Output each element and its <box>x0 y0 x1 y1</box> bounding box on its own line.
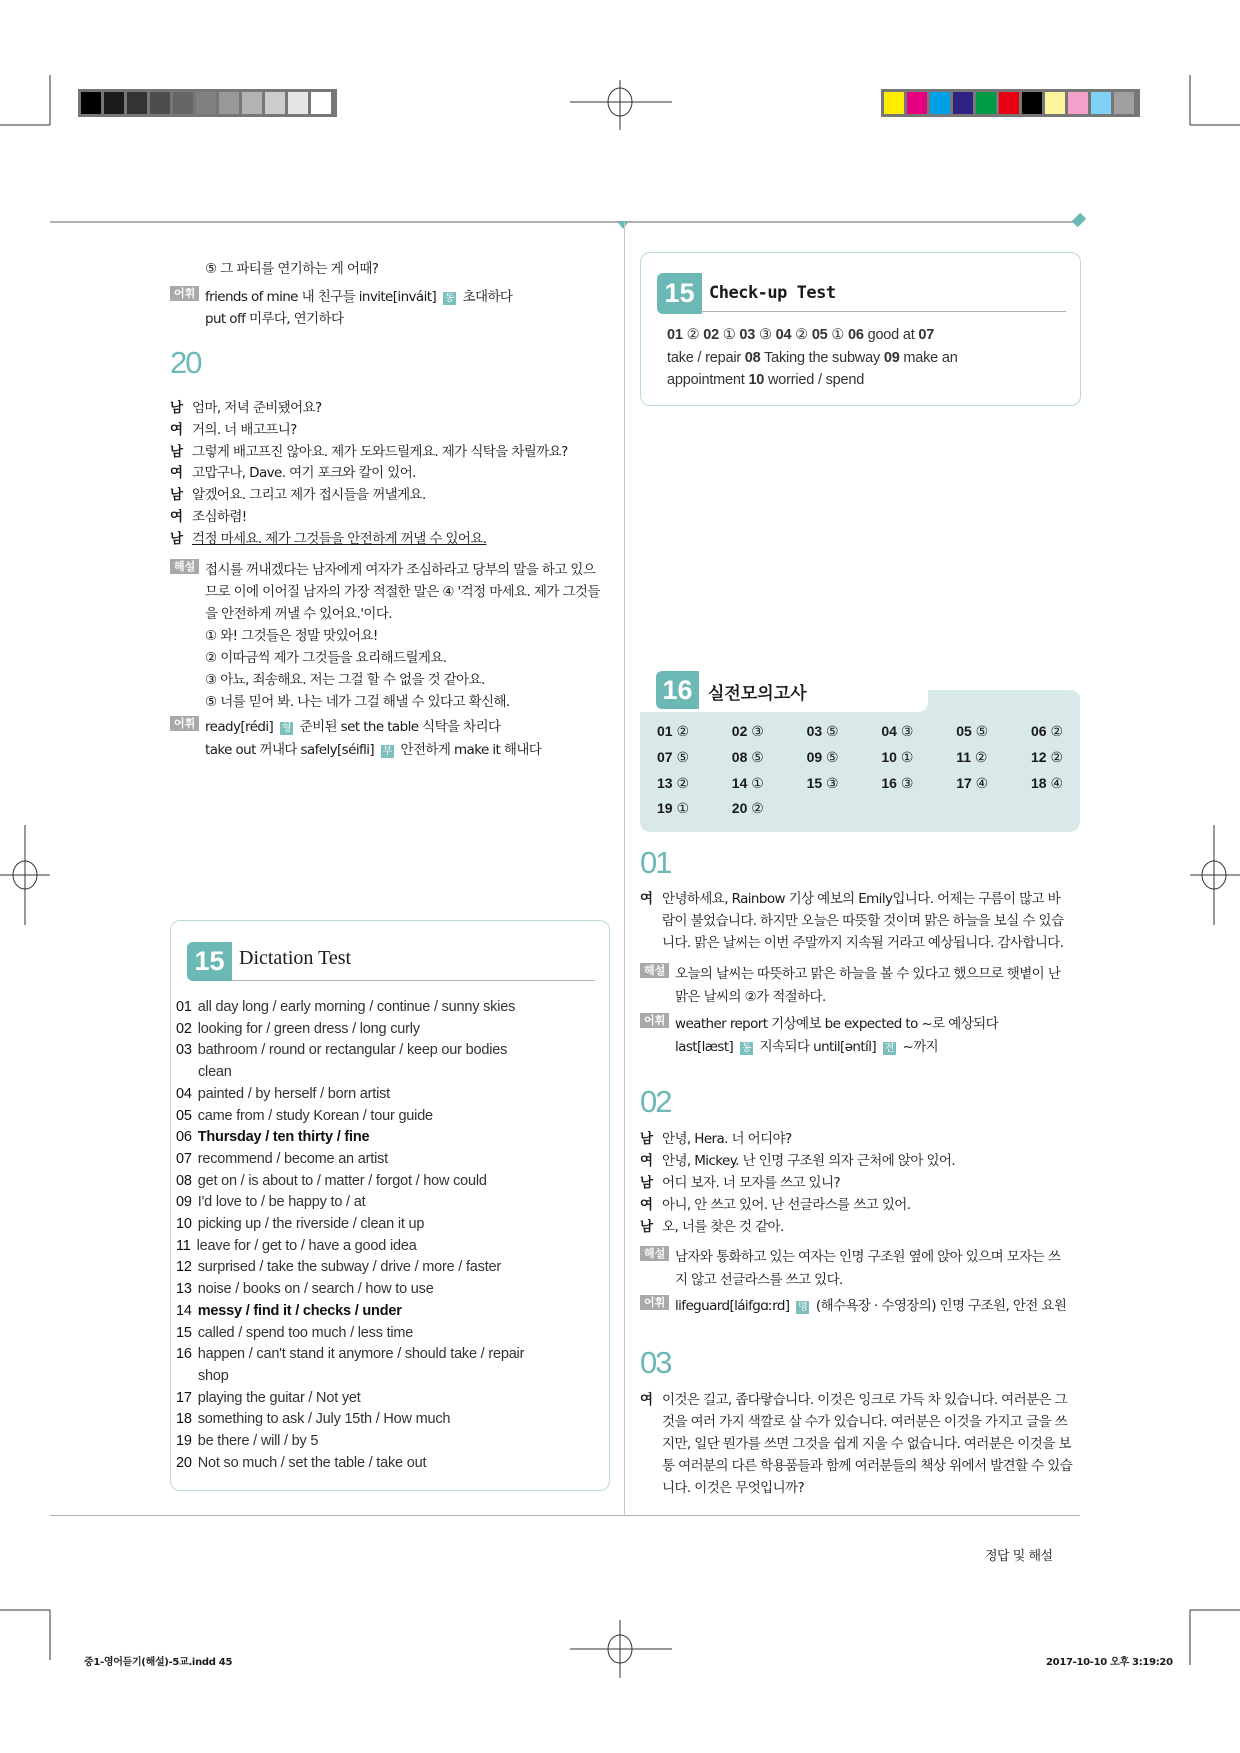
speaker-label: 여 <box>640 1392 653 1408</box>
text-line <box>675 1245 1060 1265</box>
answer-number: 05 <box>956 723 972 739</box>
answer-cell <box>657 800 689 817</box>
text-segment: (해수욕장 · 수영장의) 인명 구조원, 안전 요원 <box>812 1298 1067 1314</box>
dictation-item <box>176 1021 420 1037</box>
section-label: 해설 <box>640 1246 669 1261</box>
item-answer-continued: shop <box>198 1367 229 1384</box>
text-segment: 니다. 맑은 날씨는 이번 주말까지 지속될 거라고 예상됩니다. 감사합니다. <box>662 935 1064 951</box>
item-number: 02 <box>703 327 719 343</box>
text-segment: 람이 불었습니다. 하지만 오늘은 따뜻할 것이며 맑은 하늘을 보실 수 있습 <box>662 913 1064 929</box>
text-segment: 맑은 날씨의 ②가 적절하다. <box>675 988 826 1005</box>
answer-number: 07 <box>657 748 673 765</box>
dialog-line <box>640 1410 1067 1430</box>
dialog-line <box>170 527 486 547</box>
item-number: 15 <box>176 1324 192 1341</box>
dictation-item <box>176 1390 361 1406</box>
dictation-item <box>176 1433 318 1449</box>
dictation-item <box>176 1108 433 1124</box>
item-number: 11 <box>176 1237 191 1254</box>
text-segment: 오늘의 날씨는 따뜻하고 맑은 하늘을 볼 수 있다고 했으므로 햇볕이 난 <box>675 966 1061 982</box>
answer-number: 13 <box>657 774 673 791</box>
answer-cell <box>881 775 913 792</box>
speaker-label: 여 <box>170 509 183 525</box>
text-segment: 이것은 길고, 좁다랗습니다. 이것은 잉크로 가득 차 있습니다. 여러분은 그 <box>662 1392 1068 1408</box>
dictation-title: Dictation Test <box>239 947 352 969</box>
dialog-line <box>640 1476 804 1496</box>
dictation-item <box>176 1173 487 1189</box>
dictation-item <box>176 1346 524 1362</box>
answer-cell <box>732 800 764 817</box>
item-number: 03 <box>739 327 756 343</box>
answer-cell <box>657 723 689 740</box>
text-line <box>667 372 864 388</box>
answer-choice: ④ <box>971 774 989 791</box>
file-name: 중1-영어듣기(해설)-5교.indd 45 <box>84 1657 233 1668</box>
answer-cell <box>1031 749 1063 766</box>
title-rule <box>701 311 1066 312</box>
item-answer: picking up / the riverside / clean it up <box>197 1216 425 1232</box>
text-line <box>205 668 485 688</box>
dictation-item <box>176 1086 390 1102</box>
dictation-item <box>176 1411 450 1427</box>
text-segment: 므로 이에 이어질 남자의 가장 적절한 말은 ④ '걱정 마세요. 제가 그것들 <box>205 584 600 600</box>
mock-title: 실전모의고사 <box>708 684 807 704</box>
answer-number: 02 <box>731 723 748 739</box>
checkup-badge: 15 <box>657 273 702 314</box>
text-segment: 안녕, Hera. 너 어디야? <box>662 1131 792 1147</box>
item-number: 18 <box>176 1411 192 1428</box>
title-rule <box>231 980 595 981</box>
part-of-speech-badge: 형 <box>281 723 291 734</box>
dialog-line <box>170 440 568 460</box>
item-number: 05 <box>176 1107 192 1124</box>
speaker-label: 여 <box>640 891 653 907</box>
speaker-label: 남 <box>640 1175 653 1191</box>
item-answer: bathroom / round or rectangular / keep our bodies <box>197 1042 508 1059</box>
text-segment: friends of mine 내 친구들 invite[inváit] <box>205 289 440 305</box>
answer-choice: ⑤ <box>747 748 764 765</box>
item-answer: called / spend too much / less time <box>197 1324 414 1341</box>
answer-cell <box>732 749 764 766</box>
text-segment: last[læst] <box>675 1038 737 1055</box>
item-number: 08 <box>176 1172 192 1189</box>
text-line <box>667 350 958 366</box>
text-segment: 안전하게 make it 해내다 <box>396 742 542 758</box>
text-segment: ⑤ 너를 믿어 봐. 나는 네가 그걸 해낼 수 있다고 확신해. <box>205 694 510 710</box>
answer-cell <box>807 775 839 792</box>
part-of-speech-badge: 명 <box>798 1302 808 1313</box>
item-answer: recommend / become an artist <box>197 1150 388 1167</box>
text-line <box>205 307 343 327</box>
dialog-line <box>640 1171 840 1191</box>
dictation-badge: 15 <box>187 942 232 981</box>
answer-cell <box>732 723 764 740</box>
text-segment: take out 꺼내다 safely[séifli] <box>205 742 378 758</box>
answer-choice: ② <box>971 748 988 765</box>
item-number: 07 <box>176 1150 192 1167</box>
text-segment: ① 와! 그것들은 정말 맛있어요! <box>205 628 378 644</box>
item-number: 01 <box>667 327 683 343</box>
text-segment: 지속되다 until[əntíl] <box>755 1038 880 1055</box>
answer-choice: ③ <box>896 774 914 791</box>
answer-number: 08 <box>731 748 748 765</box>
speaker-label: 여 <box>170 465 183 482</box>
answer-choice: ③ <box>896 723 914 739</box>
text-segment: 안녕하세요, Rainbow 기상 예보의 Emily입니다. 어제는 구름이 많고 바 <box>662 891 1061 907</box>
dictation-item <box>176 1151 388 1167</box>
section-label: 어휘 <box>170 286 199 301</box>
item-answer: Thursday / ten thirty / fine <box>197 1129 370 1146</box>
text-segment: 그렇게 배고프진 않아요. 제가 도와드릴게요. 제가 식탁을 차릴까요? <box>192 443 568 460</box>
answer-cell <box>732 775 764 792</box>
answer-cell <box>657 749 689 766</box>
text-segment: 지 않고 선글라스를 쓰고 있다. <box>675 1271 843 1288</box>
text-line <box>205 690 510 710</box>
dictation-item <box>176 1238 417 1254</box>
part-of-speech-badge: 동 <box>444 293 454 304</box>
answer-number: 06 <box>1031 723 1047 739</box>
text-segment: 통 여러분의 다른 학용품들과 함께 여러분들의 책상 위에서 발견할 수 있습 <box>662 1458 1073 1474</box>
text-line <box>675 962 1060 982</box>
speaker-label: 여 <box>170 421 183 438</box>
item-number: 09 <box>176 1194 192 1211</box>
dialog-line <box>170 505 247 525</box>
answer-choice: ⑤ <box>672 748 690 765</box>
text-line <box>675 985 826 1005</box>
speaker-label: 남 <box>640 1131 653 1147</box>
speaker-label: 여 <box>640 1153 653 1169</box>
text-line <box>205 715 500 735</box>
dictation-item <box>176 1303 402 1319</box>
answer-choice: ① <box>747 774 764 791</box>
item-number: 20 <box>176 1454 192 1471</box>
item-number: 06 <box>848 327 864 343</box>
section-label: 해설 <box>640 963 669 978</box>
text-segment: lifeguard[láifgɑːrd] <box>675 1298 794 1314</box>
answer-cell <box>1031 775 1063 792</box>
text-line <box>675 1294 1066 1314</box>
answer-number: 11 <box>956 748 971 765</box>
dialog-line <box>170 396 322 416</box>
text-segment: ② 이따금씩 제가 그것들을 요리해드릴게요. <box>205 650 447 666</box>
dictation-item <box>176 1042 507 1058</box>
speaker-label: 여 <box>640 1197 653 1213</box>
dialog-line <box>170 418 297 438</box>
text-segment: ② <box>682 327 704 343</box>
text-segment: ~까지 <box>898 1038 939 1055</box>
text-segment: take / repair <box>667 349 745 366</box>
dialog-line <box>640 1215 784 1235</box>
answer-cell <box>1031 723 1063 740</box>
question-number: 01 <box>640 845 671 880</box>
answer-choice: ③ <box>747 723 764 739</box>
text-segment: 지만, 일단 뭔가를 쓰면 그것을 쉽게 지울 수 없습니다. 여러분은 이것을 보 <box>662 1436 1071 1452</box>
item-answer: came from / study Korean / tour guide <box>197 1107 433 1124</box>
text-segment: 접시를 꺼내겠다는 남자에게 여자가 조심하라고 당부의 말을 하고 있으 <box>205 562 596 578</box>
answer-cell <box>807 749 839 766</box>
item-number: 02 <box>176 1020 192 1037</box>
item-number: 10 <box>176 1216 192 1232</box>
text-segment: 고맙구나, Dave. 여기 포크와 칼이 있어. <box>192 465 416 482</box>
answer-cell <box>956 723 988 740</box>
question-number: 20 <box>170 345 201 380</box>
answer-number: 18 <box>1031 774 1047 791</box>
dictation-test-box <box>170 920 610 1491</box>
dictation-item <box>176 1281 434 1297</box>
answer-cell <box>807 723 839 740</box>
item-answer: something to ask / July 15th / How much <box>197 1411 451 1428</box>
item-answer: Not so much / set the table / take out <box>197 1454 427 1471</box>
text-segment: ready[rédi] <box>205 719 277 735</box>
item-number: 14 <box>176 1302 192 1319</box>
dictation-item <box>176 999 515 1015</box>
footer-rule <box>50 1515 1080 1516</box>
item-number: 04 <box>176 1085 192 1102</box>
answer-choice: ⑤ <box>822 748 839 765</box>
text-segment: ② <box>791 327 812 343</box>
answer-cell <box>956 749 987 766</box>
item-number: 09 <box>883 349 900 366</box>
text-segment: weather report 기상예보 be expected to ~로 예상되다 <box>675 1016 999 1032</box>
dictation-item <box>176 1455 426 1471</box>
mock-test-box <box>640 690 1080 832</box>
text-segment: 오, 너를 찾은 것 같아. <box>662 1219 784 1235</box>
answer-cell <box>657 775 689 792</box>
text-segment: worried / spend <box>764 372 865 388</box>
text-segment: 아니, 안 쓰고 있어. 난 선글라스를 쓰고 있어. <box>662 1197 911 1213</box>
dictation-item <box>176 1259 501 1275</box>
item-answer: painted / by herself / born artist <box>197 1085 391 1102</box>
answer-number: 12 <box>1031 748 1047 765</box>
item-number: 10 <box>748 372 765 388</box>
section-label: 어휘 <box>640 1013 669 1028</box>
text-line <box>205 602 392 622</box>
dialog-line <box>640 1149 955 1169</box>
answer-number: 04 <box>881 723 897 739</box>
answer-number: 03 <box>806 723 823 739</box>
speaker-label: 남 <box>170 443 183 460</box>
underlined-answer: 걱정 마세요. 제가 그것들을 안전하게 꺼낼 수 있어요. <box>192 530 487 547</box>
text-segment: good at <box>863 327 919 343</box>
answer-choice: ① <box>672 800 690 817</box>
text-line <box>675 1035 938 1055</box>
answer-choice: ② <box>672 774 690 791</box>
text-segment: ⑤ 그 파티를 연기하는 게 어때? <box>205 261 379 277</box>
text-segment: make an <box>899 349 958 366</box>
dialog-line <box>640 1432 1071 1452</box>
answer-number: 17 <box>956 774 972 791</box>
text-line <box>205 257 378 277</box>
text-segment: 초대하다 <box>458 289 513 305</box>
dialog-line <box>640 1388 1067 1408</box>
dialog-line <box>640 931 1063 951</box>
text-segment: ③ 아뇨, 죄송해요. 저는 그걸 할 수 없을 것 같아요. <box>205 672 485 688</box>
answer-choice: ② <box>1046 723 1064 739</box>
text-line <box>205 558 595 578</box>
item-number: 01 <box>176 999 192 1015</box>
text-segment: 니다. 이것은 무엇입니까? <box>662 1480 805 1496</box>
dictation-item <box>176 1216 424 1232</box>
print-timestamp: 2017-10-10 오후 3:19:20 <box>1046 1657 1173 1668</box>
item-number: 07 <box>918 327 935 343</box>
answer-choice: ② <box>1046 748 1064 765</box>
speaker-label: 남 <box>170 530 183 547</box>
item-number: 13 <box>176 1281 192 1298</box>
text-segment: Taking the subway <box>760 349 884 366</box>
dialog-line <box>640 887 1060 907</box>
part-of-speech-badge: 부 <box>382 746 392 757</box>
speaker-label: 남 <box>640 1219 653 1235</box>
text-line <box>205 738 541 758</box>
text-segment: put off 미루다, 연기하다 <box>205 311 344 327</box>
section-footer-label: 정답 및 해설 <box>985 1549 1053 1564</box>
text-line <box>205 580 600 600</box>
checkup-title: Check-up Test <box>709 283 836 303</box>
dialog-line <box>640 1127 792 1147</box>
text-segment: 거의. 너 배고프니? <box>192 421 297 438</box>
item-answer: be there / will / by 5 <box>197 1433 319 1449</box>
item-answer: happen / can't stand it anymore / should take / repair <box>197 1346 525 1363</box>
item-number: 08 <box>744 349 761 366</box>
item-number: 12 <box>176 1259 192 1276</box>
answer-cell <box>881 749 913 766</box>
answer-number: 10 <box>881 748 897 765</box>
answer-cell <box>881 723 913 740</box>
item-number: 19 <box>176 1433 192 1449</box>
text-line <box>205 285 512 305</box>
text-segment: 을 안전하게 꺼낼 수 있어요.'이다. <box>205 606 392 622</box>
item-answer: messy / find it / checks / under <box>197 1302 402 1319</box>
section-label: 어휘 <box>170 716 199 731</box>
header-rule <box>50 221 1080 223</box>
answer-number: 14 <box>731 774 748 791</box>
answer-choice: ② <box>672 723 690 739</box>
item-answer: I'd love to / be happy to / at <box>197 1194 366 1211</box>
item-answer: playing the guitar / Not yet <box>197 1389 361 1406</box>
answer-choice: ⑤ <box>822 723 839 739</box>
section-label: 해설 <box>170 559 199 574</box>
part-of-speech-badge: 동 <box>741 1042 751 1054</box>
text-line <box>675 1268 843 1288</box>
item-number: 06 <box>176 1129 192 1146</box>
item-answer: looking for / green dress / long curly <box>197 1020 420 1037</box>
text-line <box>675 1012 998 1032</box>
text-line <box>205 646 446 666</box>
text-segment: 남자와 통화하고 있는 여자는 인명 구조원 옆에 앉아 있으며 모자는 쓰 <box>675 1249 1061 1265</box>
answer-number: 19 <box>657 800 673 817</box>
triangle-marker-icon <box>617 221 629 229</box>
item-answer: surprised / take the subway / drive / more / faster <box>197 1259 502 1276</box>
answer-number: 16 <box>881 774 897 791</box>
part-of-speech-badge: 전 <box>884 1042 894 1054</box>
speaker-label: 남 <box>170 487 183 504</box>
dictation-item <box>176 1194 365 1210</box>
column-divider <box>624 222 625 1515</box>
answer-cell <box>956 775 988 792</box>
item-answer: noise / books on / search / how to use <box>197 1281 434 1298</box>
answer-number: 20 <box>731 800 748 817</box>
answer-choice: ⑤ <box>971 723 989 739</box>
answer-number: 15 <box>806 774 823 791</box>
dialog-line <box>640 1193 910 1213</box>
text-segment: 알겠어요. 그리고 제가 접시들을 꺼낼게요. <box>192 487 426 504</box>
text-segment: ① <box>718 327 740 343</box>
text-segment: appointment <box>667 372 749 388</box>
item-number: 17 <box>176 1389 192 1406</box>
dictation-item <box>176 1129 369 1145</box>
dictation-item <box>176 1325 413 1341</box>
text-segment: 어디 보자. 너 모자를 쓰고 있니? <box>662 1175 841 1191</box>
item-answer: leave for / get to / have a good idea <box>196 1237 417 1254</box>
text-segment: 안녕, Mickey. 난 인명 구조원 의자 근처에 앉아 있어. <box>662 1153 956 1169</box>
text-segment: 엄마, 저녁 준비됐어요? <box>192 400 322 416</box>
mock-badge: 16 <box>656 671 699 709</box>
item-answer-continued: clean <box>198 1064 232 1081</box>
text-segment: ① <box>827 327 849 343</box>
dialog-line <box>170 483 426 503</box>
item-answer: get on / is about to / matter / forgot / how could <box>197 1172 487 1189</box>
text-segment: 조심하렴! <box>192 509 247 525</box>
question-number: 03 <box>640 1345 671 1380</box>
answer-choice: ② <box>747 800 764 817</box>
item-number: 03 <box>176 1042 192 1059</box>
item-number: 04 <box>775 327 792 343</box>
item-number: 05 <box>811 327 828 343</box>
answer-number: 09 <box>806 748 823 765</box>
speaker-label: 남 <box>170 400 183 416</box>
section-label: 어휘 <box>640 1295 669 1310</box>
text-segment: 준비된 set the table 식탁을 차리다 <box>295 719 501 735</box>
answer-choice: ③ <box>822 774 839 791</box>
text-line <box>667 327 934 343</box>
item-answer: all day long / early morning / continue / sunny skies <box>197 999 516 1015</box>
question-number: 02 <box>640 1084 671 1119</box>
dialog-line <box>640 909 1063 929</box>
answer-choice: ① <box>896 748 914 765</box>
answer-choice: ④ <box>1046 774 1064 791</box>
text-line <box>205 624 378 644</box>
dialog-line <box>170 461 416 481</box>
dialog-line <box>640 1454 1072 1474</box>
text-segment: 것을 여러 가지 색깔로 살 수가 있습니다. 여러분은 이것을 가지고 글을 쓰 <box>662 1414 1068 1430</box>
text-segment: ③ <box>755 327 776 343</box>
item-number: 16 <box>176 1346 192 1363</box>
answer-number: 01 <box>657 723 673 739</box>
